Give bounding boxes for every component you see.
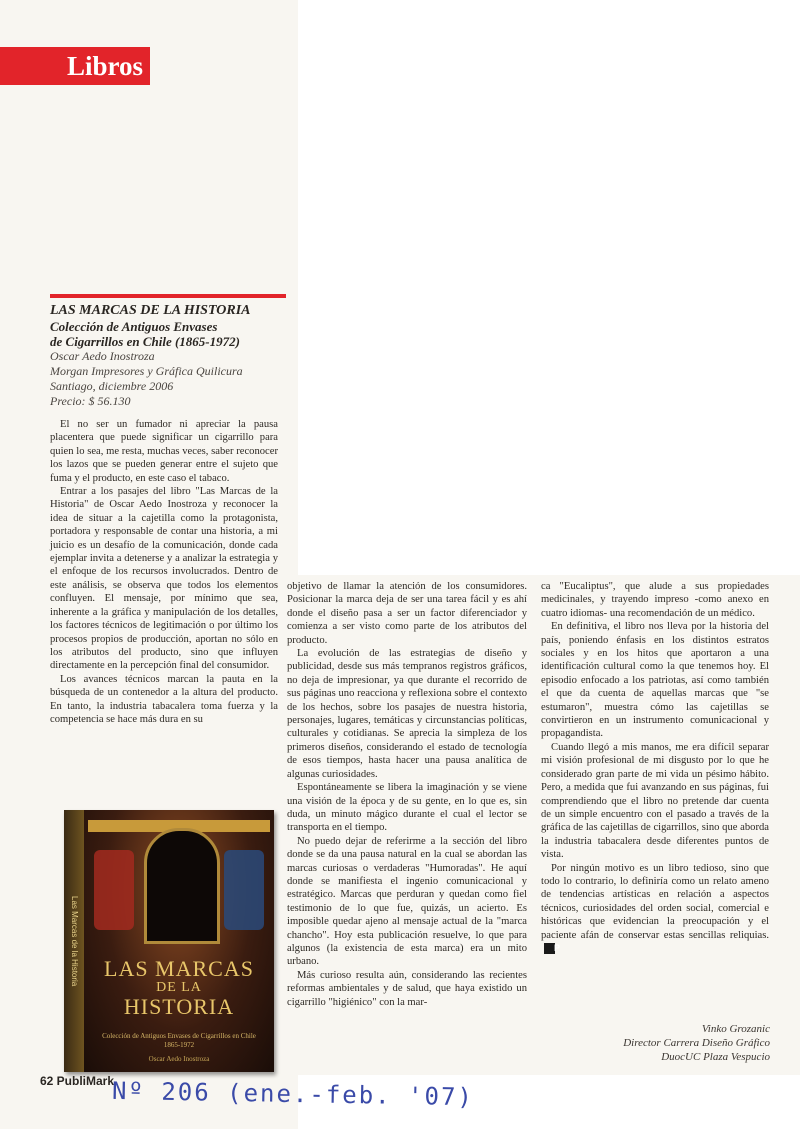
book-cover [84, 810, 274, 1072]
paragraph: El no ser un fumador ni apreciar la pausa placentera que puede significar un cigarrillo para quien lo sea, me resta, muchas veces, saber reconocer los lazos que se pueden generar entre el sujeto que fuma y el producto, en este caso el tabaco. [50, 419, 278, 484]
header-rule [50, 294, 286, 298]
book-subtitle-2: de Cigarrillos en Chile (1865-1972) [50, 334, 240, 349]
end-mark-icon: P [544, 943, 555, 954]
book-cover-image [64, 810, 274, 1072]
cover-author: Oscar Aedo Inostroza [148, 1055, 210, 1063]
page-folio: 62 PubliMark [40, 1074, 115, 1088]
cover-title-line-1: LAS MARCAS [104, 956, 254, 981]
book-subtitle-1: Colección de Antiguos Envases [50, 319, 218, 334]
cover-arch [144, 828, 220, 944]
book-title: LAS MARCAS DE LA HISTORIA [50, 303, 251, 318]
cover-title [84, 958, 274, 1018]
signature-name: Vinko Grozanic [701, 1023, 770, 1035]
paragraph: Cuando llegó a mis manos, me era difícil separar mi visión profesional de mi disgusto por lo que he considerado gran parte de mi vida un pésimo hábito. Pero, a medida que fui avanzando en sus páginas, fui comprendiendo que el libro no pretende dar cuenta de un simple encuentro con el pasado a través de la gráfica de las cajetillas de cigarrillos, sino que aborda la industria tabacalera desde diferentes puntos de vista. [541, 741, 769, 861]
handwritten-note: Nº 206 (ene.-feb. '07) [111, 1076, 475, 1112]
paragraph [541, 862, 769, 956]
paragraph: objetivo de llamar la atención de los consumidores. Posicionar la marca deja de ser una tarea fácil y es ahí donde el diseño pasa a ser un factor diferenciador y comienza a ser visto como parte de los atributos del producto. [287, 581, 527, 646]
cover-subtitle: Colección de Antiguos Envases de Cigarrillos en Chile 1865-1972 [102, 1032, 256, 1049]
book-author: Oscar Aedo Inostroza [50, 349, 155, 363]
book-publisher: Morgan Impresores y Gráfica Quilicura [50, 364, 243, 378]
signature-title: Director Carrera Diseño Gráfico [623, 1037, 770, 1049]
cover-figure-left [94, 850, 134, 930]
signature-block [560, 1022, 770, 1064]
paragraph: No puedo dejar de referirme a la sección del libro donde se da una pausa natural en la cual se abordan las marcas curiosas o verdaderas "Humoradas". He aquí donde se manifiesta el ingenio comunicacional y estratégico. Marcas que perduran y quedan como fiel testimonio de lo que fue, quizás, un acierto. Es imposible quedar ajeno al mensaje actual de la "marca chancho". Hoy esta publicación resuelve, lo que para algunos (la existencia de esta marca) era un mito urbano. [287, 835, 527, 968]
paragraph: Espontáneamente se libera la imaginación y se viene una visión de la época y de su gente, en lo que es, sin duda, un minuto mágico durante el cual el lector se transporta en el tiempo. [287, 782, 527, 834]
paragraph: Entrar a los pasajes del libro "Las Marcas de la Historia" de Oscar Aedo Inostroza y reconocer la idea de situar a la cajetilla como la protagonista, portadora y responsable de contar una historia, a mi juicio es un desafío de la comunicación, donde cada ejemplar invita a detenerse y a analizar la estrategia y el enfoque de los recursos involucrados. Dentro de este análisis, se observa que todos los elementos confluyen. El mensaje, por mínimo que sea, inherente a la gráfica y manipulación de los detalles, los factores técnicos de legitimación o por último los procesos propios de producción, aportan no sólo en los atributos del producto, sino que influyen directamente en la percepción final del consumidor. [50, 486, 278, 672]
text-column-2 [287, 580, 527, 1009]
cover-title-line-2: DE LA [156, 980, 202, 995]
book-price: Precio: $ 56.130 [50, 394, 131, 408]
section-tag: Libros [0, 47, 150, 85]
paragraph: La evolución de las estrategias de diseño y publicidad, desde sus más tempranos registros gráficos, no deja de impresionar, ya que durante el recorrido de sus páginas uno reacciona y reflexiona sobre el contexto de los hechos, sobre los pasajes de nuestra historia, personajes, lugares, temáticas y circunstancias políticas, culturales y cotidianas. Se aprecia la simpleza de los primeros diseños, considerando el estado de tecnología de esos tiempos, hasta hacer una pausa analítica de algunas curiosidades. [287, 648, 527, 780]
text-column-3 [541, 580, 769, 955]
cover-title-line-3: HISTORIA [123, 994, 235, 1019]
paragraph-text: Por ningún motivo es un libro tedioso, sino que todo lo contrario, lo definiría como un relato ameno de tendencias artísticas en relación a aspectos técnicos, curiosidades del orden social, comercial e históricas que evidencian la preocupación y el paciente afán de conservar estas sencillas reliquias. [541, 862, 769, 941]
text-column-1 [50, 418, 278, 726]
book-spine: Las Marcas de la Historia [64, 810, 84, 1072]
signature-org: DuocUC Plaza Vespucio [661, 1051, 770, 1063]
paragraph: En definitiva, el libro nos lleva por la historia del país, poniendo énfasis en los distintos estratos sociales y en los hitos que aportaron a una identificación cultural como la que tenemos hoy. El episodio enfocado a los patriotas, así como también el que da cuenta de aquellas marcas que "se estumaron", muestra cómo las cajetillas se convirtieron en un instrumento comunicacional y propagandista. [541, 621, 769, 740]
paragraph: Los avances técnicos marcan la pauta en la búsqueda de un contenedor a la altura del producto. En tanto, la industria tabacalera toma fuerza y la competencia se hace más dura en su [50, 673, 278, 725]
paragraph: ca "Eucaliptus", que alude a sus propiedades medicinales, y trayendo impreso -como anexo en cuatro idiomas- una recomendación de un médico. [541, 581, 769, 619]
book-place-date: Santiago, diciembre 2006 [50, 379, 174, 393]
paragraph: Más curioso resulta aún, considerando las recientes reformas ambientales y de salud, que haya existido un cigarrillo "higiénico" con la mar- [287, 969, 527, 1008]
book-info [50, 303, 290, 409]
cover-figure-right [224, 850, 264, 930]
